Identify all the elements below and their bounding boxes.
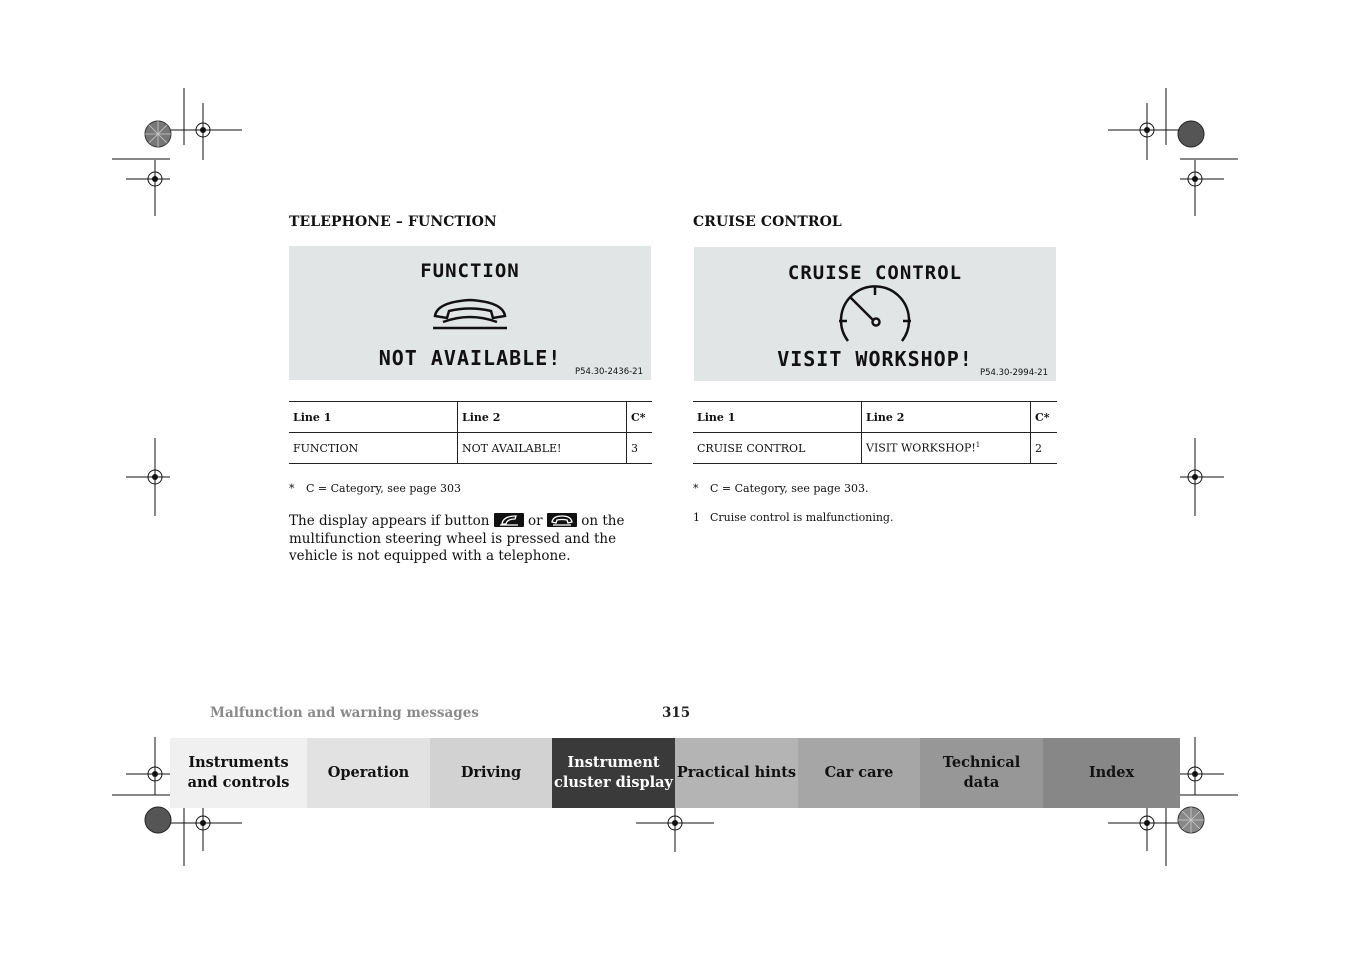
cell-line-2: NOT AVAILABLE! xyxy=(458,433,627,464)
column-header-line-1: Line 1 xyxy=(693,402,862,433)
telephone-message-table xyxy=(289,401,652,464)
column-header-line-2: Line 2 xyxy=(458,402,627,433)
tab-index[interactable]: Index xyxy=(1043,738,1180,808)
cell-line-2 xyxy=(862,433,1031,464)
tab-technical-data[interactable]: Technical data xyxy=(920,738,1043,808)
column-header-category: C* xyxy=(1031,402,1058,433)
cell-line-1: FUNCTION xyxy=(289,433,458,464)
cruise-control-title: CRUISE CONTROL xyxy=(693,214,842,230)
page-number: 315 xyxy=(662,705,691,721)
cell-line-2-text: VISIT WORKSHOP! xyxy=(866,441,976,455)
pick-up-phone-icon xyxy=(494,513,524,527)
tab-instrument-cluster-display[interactable]: Instrument cluster display xyxy=(552,738,675,808)
footnote-text: C = Category, see page 303. xyxy=(710,482,869,495)
tab-car-care[interactable]: Car care xyxy=(798,738,920,808)
chapter-tabs xyxy=(170,738,1180,808)
hang-up-phone-icon xyxy=(547,513,577,527)
column-header-category: C* xyxy=(627,402,653,433)
tab-instruments-and-controls[interactable]: Instruments and controls xyxy=(170,738,307,808)
cruise-control-display-panel xyxy=(694,247,1056,381)
display-line-2: NOT AVAILABLE! xyxy=(378,346,562,370)
footnote-marker: 1 xyxy=(693,511,700,524)
description-part-2: on the multifunction steering wheel is pressed and the vehicle is not equipped with a telephone. xyxy=(289,513,625,564)
description-or: or xyxy=(528,513,543,529)
footnote-reference: 1 xyxy=(975,441,981,450)
telephone-function-title: TELEPHONE – FUNCTION xyxy=(289,214,497,230)
telephone-footnote xyxy=(289,482,461,495)
footnote-text: C = Category, see page 303 xyxy=(306,482,462,495)
tab-operation[interactable]: Operation xyxy=(307,738,430,808)
section-name: Malfunction and warning messages xyxy=(210,705,479,721)
telephone-description xyxy=(289,513,657,566)
cruise-footnote-category xyxy=(693,482,869,495)
cell-line-1: CRUISE CONTROL xyxy=(693,433,862,464)
footnote-marker: * xyxy=(289,482,295,495)
telephone-handset-icon xyxy=(431,294,509,330)
figure-code: P54.30-2436-21 xyxy=(574,367,643,377)
speedometer-icon xyxy=(834,283,916,345)
cell-category: 3 xyxy=(627,433,653,464)
tab-driving[interactable]: Driving xyxy=(430,738,552,808)
cell-category: 2 xyxy=(1031,433,1058,464)
footnote-text: Cruise control is malfunctioning. xyxy=(710,511,894,524)
tab-practical-hints[interactable]: Practical hints xyxy=(675,738,798,808)
figure-code: P54.30-2994-21 xyxy=(979,368,1048,378)
cruise-control-message-table xyxy=(693,401,1057,464)
display-line-1: FUNCTION xyxy=(420,260,520,282)
column-header-line-1: Line 1 xyxy=(289,402,458,433)
column-header-line-2: Line 2 xyxy=(862,402,1031,433)
cruise-footnote-1 xyxy=(693,511,893,524)
description-part-1: The display appears if button xyxy=(289,513,490,529)
display-line-2: VISIT WORKSHOP! xyxy=(777,347,973,371)
display-line-1: CRUISE CONTROL xyxy=(787,262,963,284)
footnote-marker: * xyxy=(693,482,699,495)
telephone-display-panel xyxy=(289,246,651,380)
